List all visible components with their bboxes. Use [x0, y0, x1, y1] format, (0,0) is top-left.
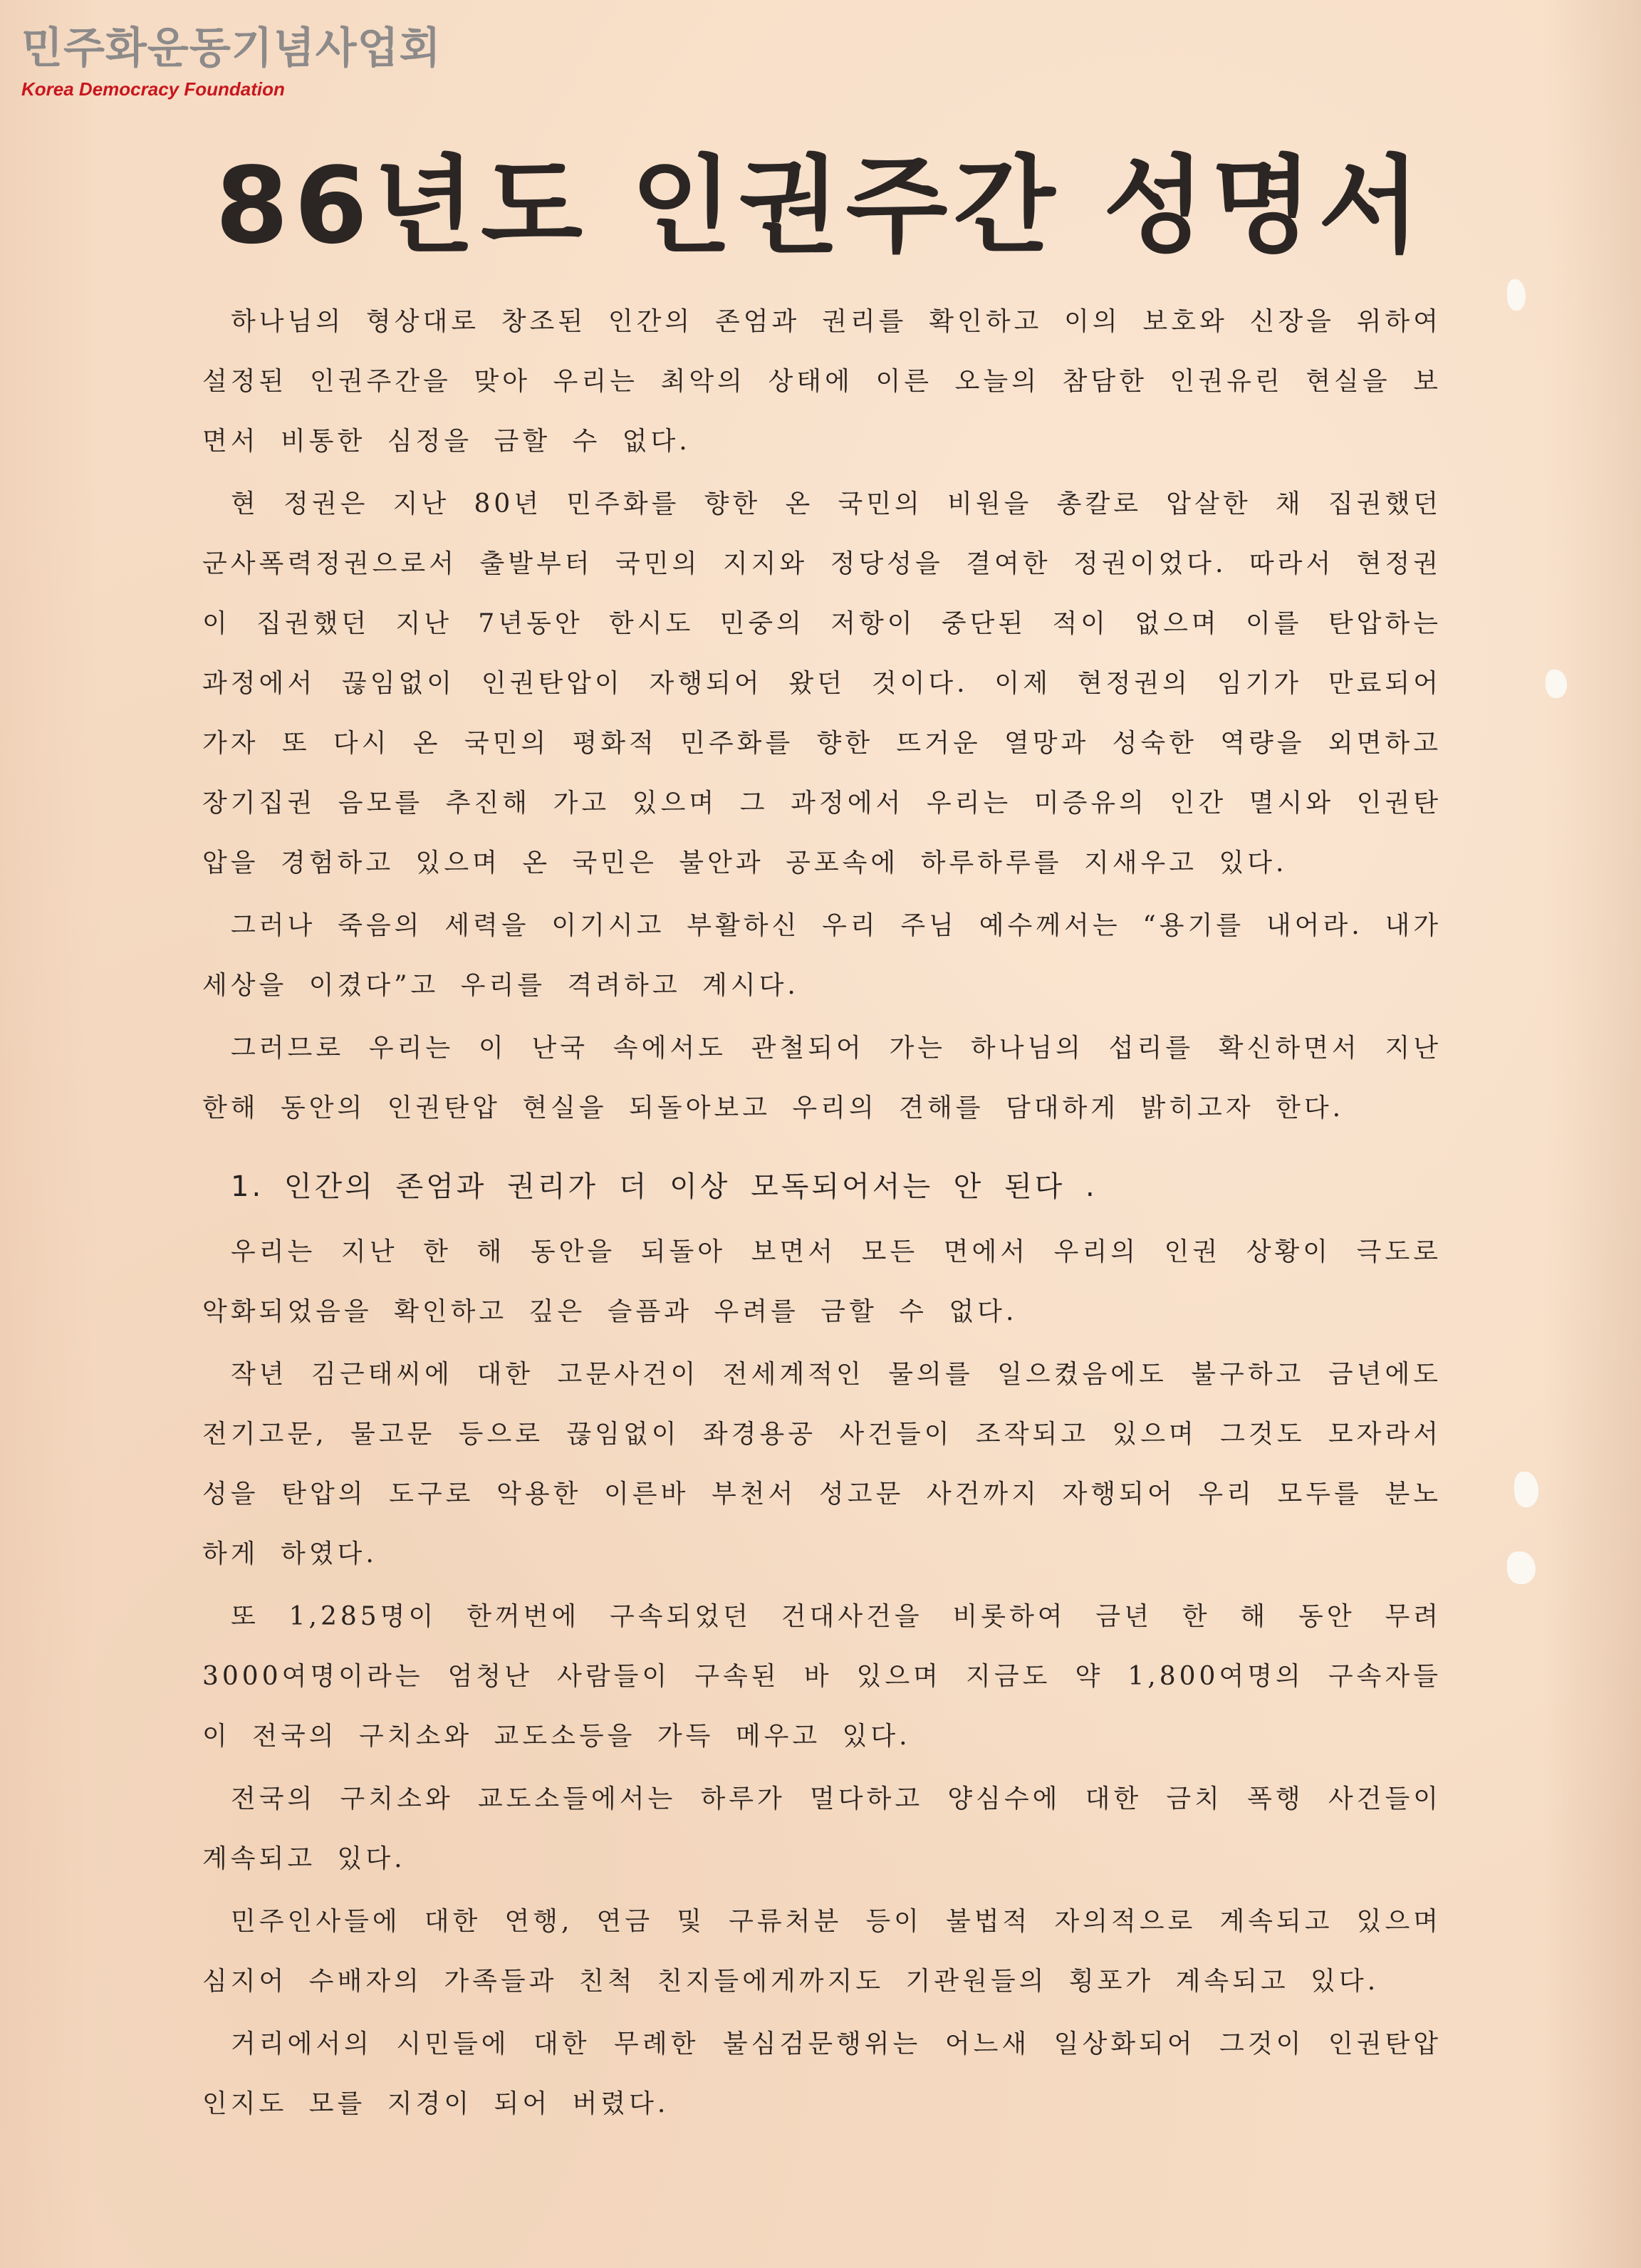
foundation-logo	[21, 24, 442, 100]
paper-tear-mark	[1546, 670, 1567, 698]
paper-tear-mark	[1507, 1551, 1536, 1584]
intro-paragraph-4: 그러므로 우리는 이 난국 속에서도 관철되어 가는 하나님의 섭리를 확신하면서 지난 한해 동안의 인권탄압 현실을 되돌아보고 우리의 견해를 담대하게 밝히고자 한다.	[202, 1034, 1442, 1123]
document-title: 86년도 인권주간 성명서	[215, 145, 1426, 267]
intro-paragraph-2: 현 정권은 지난 80년 민주화를 향한 온 국민의 비원을 총칼로 압살한 채 집권했던 군사폭력정권으로서 출발부터 국민의 지지와 정당성을 결여한 정권이었다. 따라서 현정권이 집권했던 지난 7년동안 한시도 민중의 저항이 중단된 적이 없으며 이를 탄압하는 과정에서 끊임없이 인권탄압이 자행되어 왔던 것이다. 이제 현정권의 임기가 만료되어 가자 또 다시 온 국민의 평화적 민주화를 향한 뜨거운 열망과 성숙한 역량을 외면하고 장기집권 음모를 추진해 가고 있으며 그 과정에서 우리는 미증유의 인간 멸시와 인권탄압을 경험하고 있으며 온 국민은 불안과 공포속에 하루하루를 지새우고 있다.	[202, 489, 1442, 878]
intro-paragraph-3: 그러나 죽음의 세력을 이기시고 부활하신 우리 주님 예수께서는 “용기를 내어라. 내가 세상을 이겼다”고 우리를 격려하고 계시다.	[202, 911, 1442, 1000]
section-1-paragraph-6: 거리에서의 시민들에 대한 무례한 불심검문행위는 어느새 일상화되어 그것이 인권탄압인지도 모를 지경이 되어 버렸다.	[202, 2029, 1442, 2118]
intro-paragraph-1: 하나님의 형상대로 창조된 인간의 존엄과 권리를 확인하고 이의 보호와 신장을 위하여 설정된 인권주간을 맞아 우리는 최악의 상태에 이른 오늘의 참담한 인권유린 현실을 보면서 비통한 심정을 금할 수 없다.	[202, 307, 1442, 456]
document-body	[202, 292, 1442, 2137]
section-1-heading: 1. 인간의 존엄과 권리가 더 이상 모독되어서는 안 된다 .	[231, 1170, 1098, 1203]
section-1-paragraph-4: 전국의 구치소와 교도소들에서는 하루가 멀다하고 양심수에 대한 금치 폭행 사건들이 계속되고 있다.	[202, 1784, 1442, 1873]
section-1-paragraph-5: 민주인사들에 대한 연행, 연금 및 구류처분 등이 불법적 자의적으로 계속되고 있으며 심지어 수배자의 가족들과 친척 친지들에게까지도 기관원들의 횡포가 계속되고 있다.	[202, 1907, 1442, 1996]
section-1-paragraph-1: 우리는 지난 한 해 동안을 되돌아 보면서 모든 면에서 우리의 인권 상황이 극도로 악화되었음을 확인하고 깊은 슬픔과 우려를 금할 수 없다.	[202, 1237, 1442, 1326]
logo-korean-name: 민주화운동기념사업회	[21, 24, 442, 73]
section-1-paragraph-3: 또 1,285명이 한꺼번에 구속되었던 건대사건을 비롯하여 금년 한 해 동안 무려 3000여명이라는 엄청난 사람들이 구속된 바 있으며 지금도 약 1,800여명의 구속자들이 전국의 구치소와 교도소등을 가득 메우고 있다.	[202, 1602, 1442, 1751]
paper-tear-mark	[1507, 279, 1526, 311]
section-1-paragraph-2: 작년 김근태씨에 대한 고문사건이 전세계적인 물의를 일으켰음에도 불구하고 금년에도 전기고문, 물고문 등으로 끊임없이 좌경용공 사건들이 조작되고 있으며 그것도 모자라서 성을 탄압의 도구로 악용한 이른바 부천서 성고문 사건까지 자행되어 우리 모두를 분노하게 하였다.	[202, 1360, 1442, 1569]
logo-english-name: Korea Democracy Foundation	[21, 78, 285, 100]
paper-tear-mark	[1514, 1472, 1538, 1507]
